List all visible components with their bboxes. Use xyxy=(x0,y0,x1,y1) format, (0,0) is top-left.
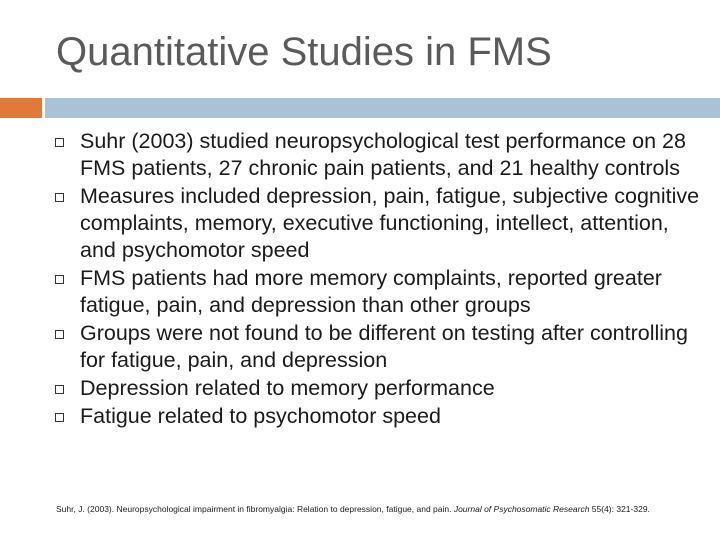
bullet-list xyxy=(55,128,705,431)
accent-bar-orange xyxy=(0,98,42,118)
bullet-text: Depression related to memory performance xyxy=(80,376,495,400)
bullet-item xyxy=(55,183,705,264)
accent-bar-blue xyxy=(45,98,720,118)
bullet-item xyxy=(55,265,705,319)
reference-citation xyxy=(56,503,706,515)
square-outline-icon xyxy=(55,138,64,147)
reference-journal: Journal of Psychosomatic Research xyxy=(453,504,590,514)
square-outline-icon xyxy=(55,193,64,202)
square-outline-icon xyxy=(55,330,64,339)
square-outline-icon xyxy=(55,385,64,394)
bullet-text: Suhr (2003) studied neuropsychological test performance on 28 FMS patients, 27 chronic pain patients, and 21 healthy controls xyxy=(80,129,686,180)
bullet-text: Fatigue related to psychomotor speed xyxy=(80,404,441,428)
bullet-item xyxy=(55,128,705,182)
slide-title: Quantitative Studies in FMS xyxy=(56,30,552,74)
bullet-text: Groups were not found to be different on testing after controlling for fatigue, pain, and depression xyxy=(80,321,688,372)
bullet-text: Measures included depression, pain, fatigue, subjective cognitive complaints, memory, executive functioning, intellect, attention, and psychomotor speed xyxy=(80,184,700,262)
bullet-item xyxy=(55,320,705,374)
square-outline-icon xyxy=(55,275,64,284)
square-outline-icon xyxy=(55,413,64,422)
reference-text: Suhr, J. (2003). Neuropsychological impairment in fibromyalgia: Relation to depression, fatigue, and pain. xyxy=(56,504,454,514)
bullet-item xyxy=(55,375,705,402)
bullet-item xyxy=(55,403,705,430)
reference-volume: 55(4): 321-329. xyxy=(589,504,650,514)
bullet-text: FMS patients had more memory complaints, reported greater fatigue, pain, and depression than other groups xyxy=(80,266,662,317)
